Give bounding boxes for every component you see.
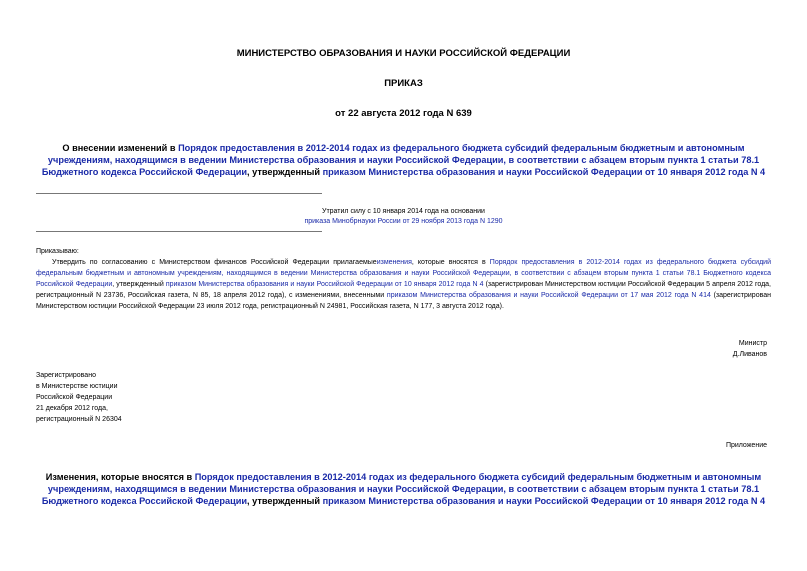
status-note [36,207,771,227]
status-note-link[interactable]: приказа Минобрнауки России от 29 ноября 2013 года N 1290 [304,218,503,225]
order-text-5: (зарегистрирован Министерством юстиции Российской Федерации 23 июля 2012 года, регистрационный N 24981, Российская газета, N 177, 3 августа 2012 года). [36,292,771,310]
appendix-text-2: , утвержденный [247,495,323,506]
order-text-2: , которые вносятся в [411,259,490,266]
appendix-link-procedure[interactable]: Порядок предоставления в 2012-2014 годах из федерального бюджета субсидий федеральным бюджетным и автономным учреждениям, находящимся в ведении Министерства образования и науки Российской Федерации, в соответствии с абзацем вторым пункта 1 статьи 78.1 Бюджетного кодекса Российской Федерации [41,472,762,506]
signature-position: Министр [738,340,767,347]
registration-line-5: регистрационный N 26304 [36,416,122,423]
appendix-title [36,472,771,507]
title-link-order[interactable]: приказом Министерства образования и науки Российской Федерации от 10 января 2012 года N 4 [322,166,766,177]
order-text-4: (зарегистрирован Министерством юстиции Российской Федерации 5 апреля 2012 года, регистрационный N 23736, Российская газета, N 85, 18 апреля 2012 года), с изменениями, внесенными [36,281,772,299]
signature-block [733,338,767,360]
appendix-link-order[interactable]: приказом Министерства образования и науки Российской Федерации от 10 января 2012 года N 4 [322,495,766,506]
doc-type-heading: ПРИКАЗ [384,78,423,89]
ministry-heading: МИНИСТЕРСТВО ОБРАЗОВАНИЯ И НАУКИ РОССИЙСКОЙ ФЕДЕРАЦИИ [236,48,571,59]
title-link-procedure[interactable]: Порядок предоставления в 2012-2014 годах из федерального бюджета субсидий федеральным бюджетным и автономным учреждениям, находящимся в ведении Министерства образования и науки Российской Федерации, в соответствии с абзацем вторым пункта 1 статьи 78.1 Бюджетного кодекса Российской Федерации [41,143,760,177]
order-text-1: Утвердить по согласованию с Министерством финансов Российской Федерации прилагаемые [52,259,377,266]
divider-bottom [36,231,322,232]
order-link-order-n4[interactable]: приказом Министерства образования и науки Российской Федерации от 10 января 2012 года N 4 [165,281,484,288]
order-link-procedure[interactable]: Порядок предоставления в 2012-2014 годах из федерального бюджета субсидий федеральным бюджетным и автономным учреждениям, находящимся в ведении Министерства образования и науки Российской Федерации, в соответствии с абзацем вторым пункта 1 статьи 78.1 Бюджетного кодекса Российской Федерации [36,259,771,288]
registration-line-1: Зарегистрировано [36,372,96,379]
appendix-text-1: Изменения, которые вносятся в [45,472,195,482]
document-title [36,143,771,178]
order-link-changes[interactable]: изменения [376,259,412,266]
order-paragraph [36,257,771,312]
status-note-text: Утратил силу с 10 января 2014 года на основании [322,208,485,215]
registration-line-2: в Министерстве юстиции [36,383,118,390]
order-link-order-n414[interactable]: приказом Министерства образования и науки Российской Федерации от 17 мая 2012 года N 414 [386,292,711,299]
divider-top [36,193,322,194]
appendix-label: Приложение [725,442,767,449]
registration-line-4: 21 декабря 2012 года, [36,405,108,412]
registration-block [36,370,122,425]
order-text-3: , утвержденный [112,281,166,288]
order-word: Приказываю: [36,248,79,255]
date-number-heading: от 22 августа 2012 года N 639 [335,108,472,119]
order-body [36,246,771,312]
title-text-1: О внесении изменений в [62,143,179,153]
title-text-2: , утвержденный [247,166,323,177]
signature-name: Д.Ливанов [732,351,767,358]
registration-line-3: Российской Федерации [36,394,113,401]
